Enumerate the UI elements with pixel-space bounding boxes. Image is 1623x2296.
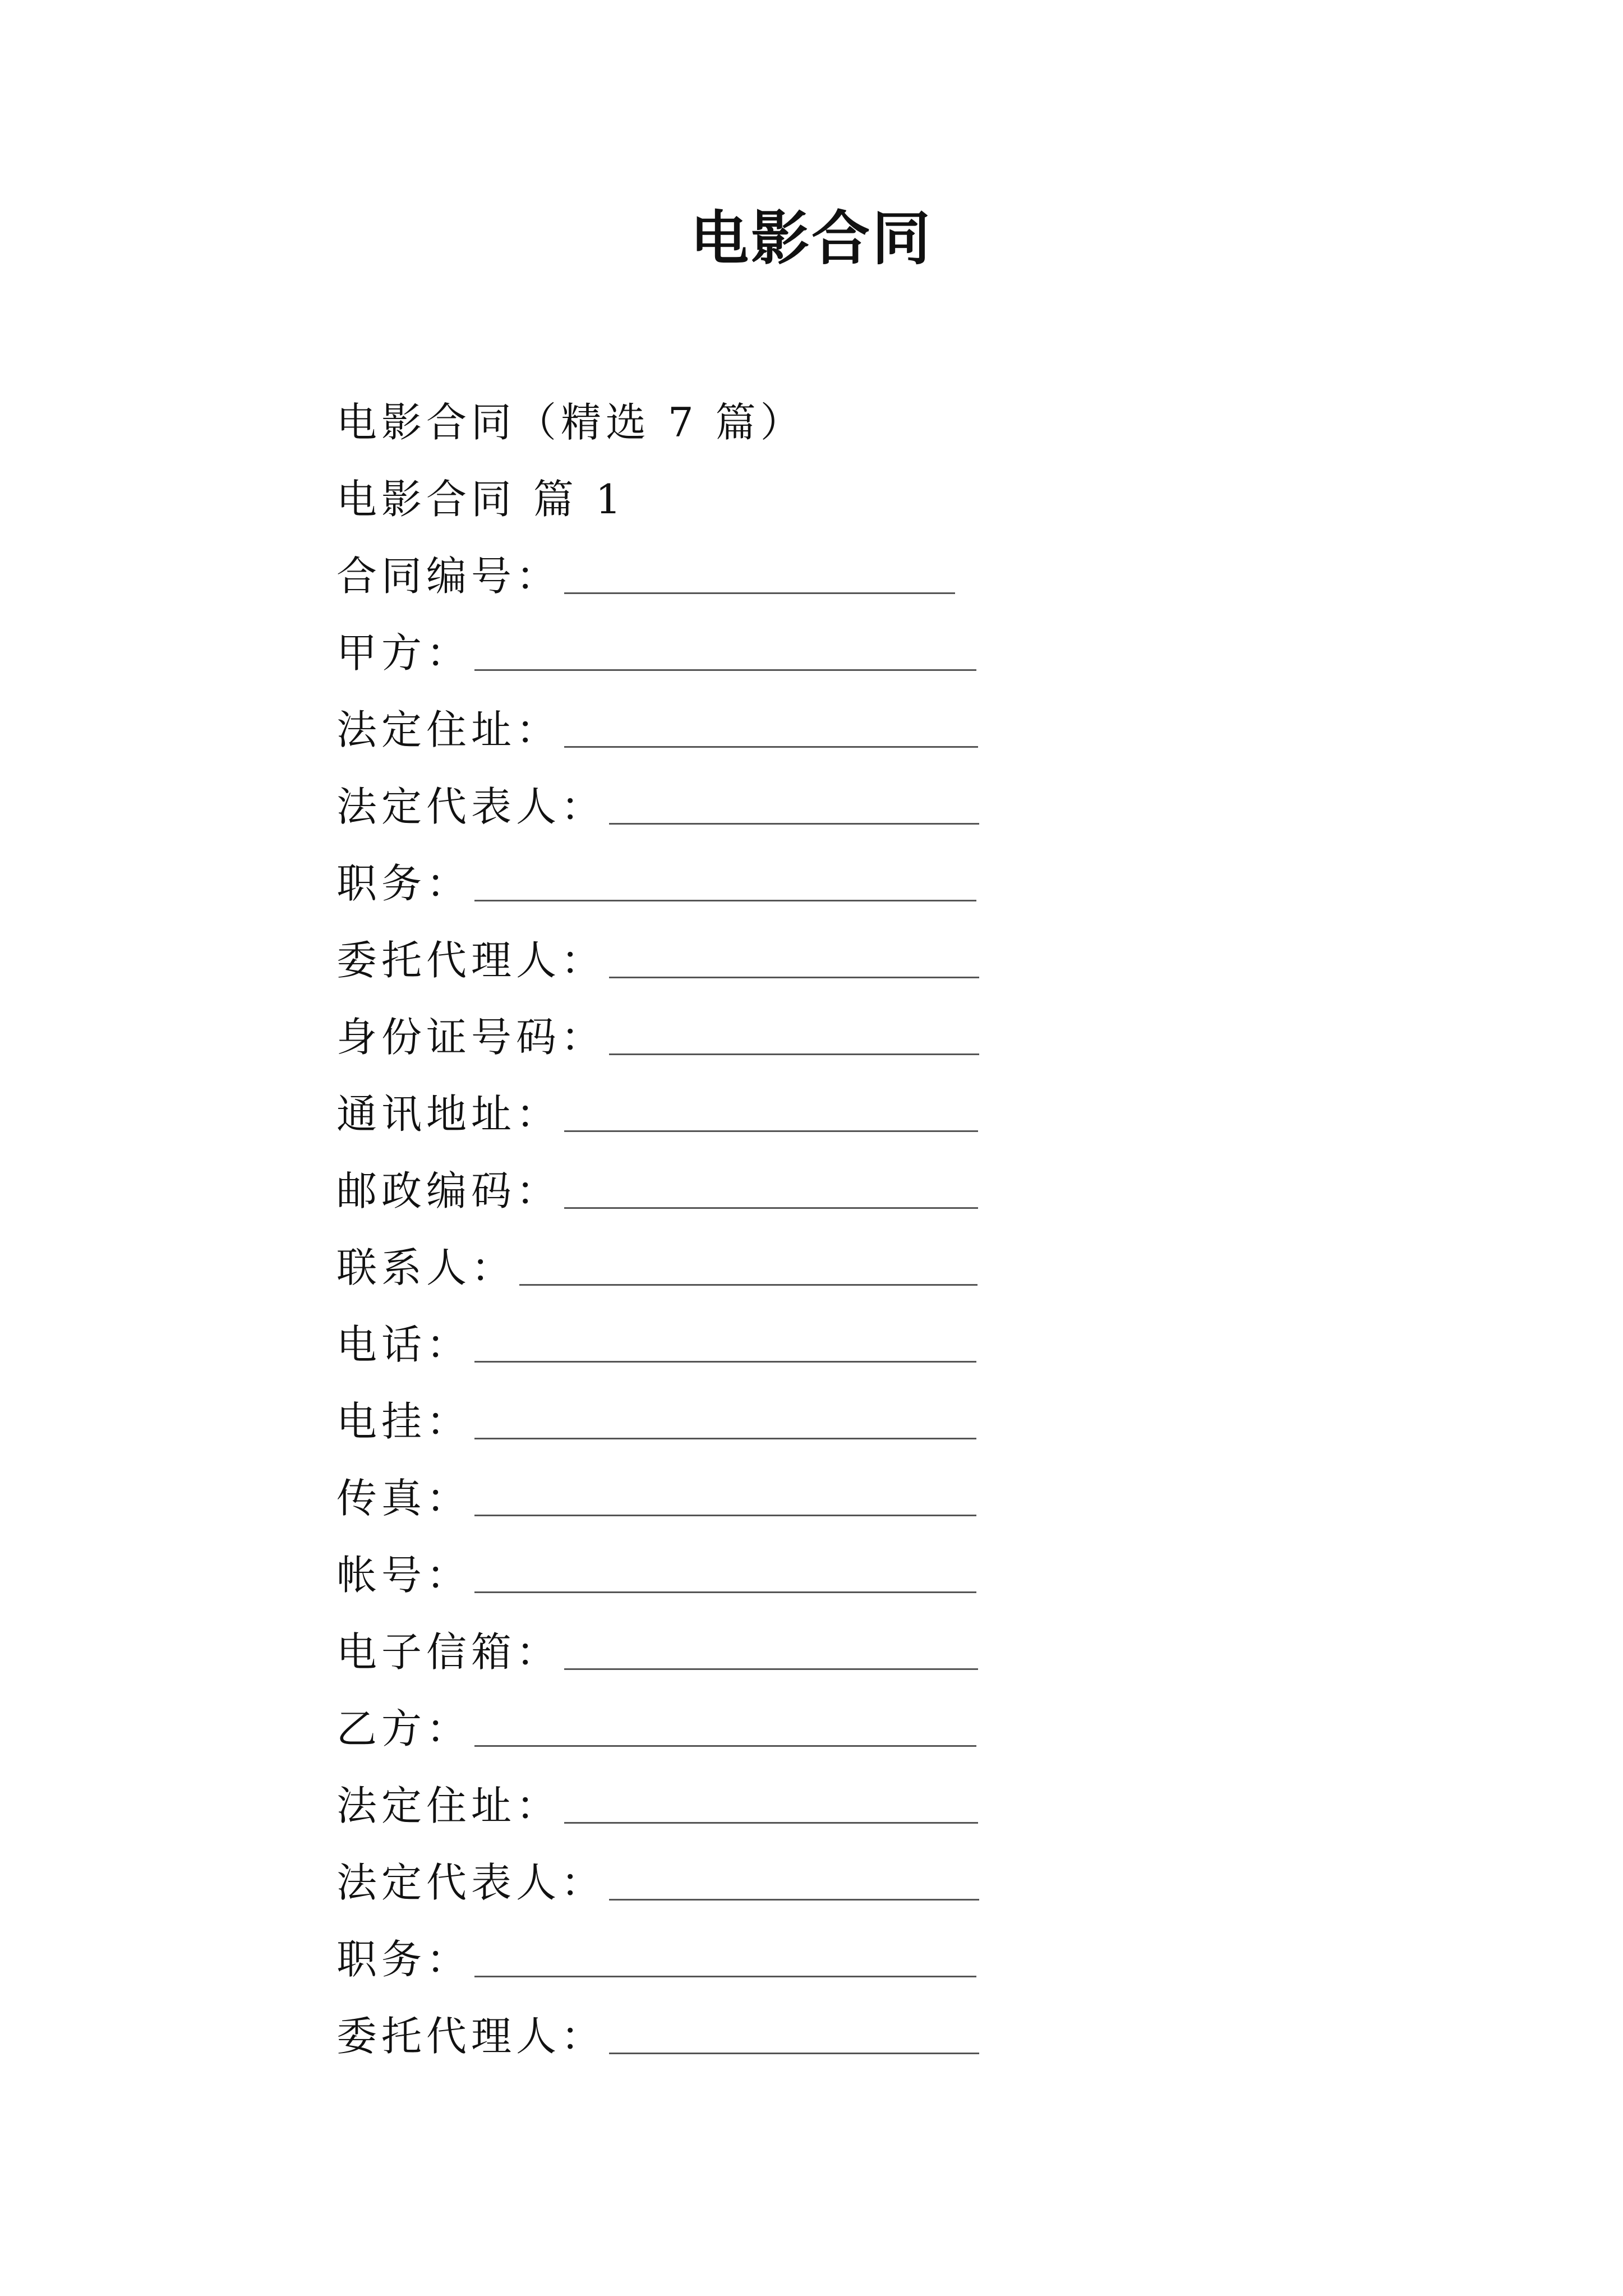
field-label: 通讯地址： (336, 1091, 561, 1138)
field-party-a-email (336, 1603, 1009, 1680)
field-label: 职务： (336, 860, 472, 907)
field-label: 法定住址： (336, 706, 561, 753)
field-label: 委托代理人： (336, 2013, 606, 2060)
field-party-a-phone (336, 1296, 1009, 1373)
field-label: 法定代表人： (336, 783, 606, 830)
fill-in-blank (564, 744, 978, 748)
section-heading-line (336, 450, 1009, 527)
field-label: 法定代表人： (336, 1859, 606, 1906)
document-subtitle: 电影合同（精选 7 篇） (336, 399, 805, 446)
field-party-a (336, 604, 1009, 681)
document-title: 电影合同 (690, 204, 933, 273)
fill-in-blank (564, 1205, 978, 1209)
field-party-a-contact (336, 1219, 1009, 1296)
field-label: 电子信箱： (336, 1628, 561, 1676)
fill-in-blank (564, 1666, 978, 1670)
field-label: 委托代理人： (336, 937, 606, 984)
fill-in-blank (474, 1359, 976, 1363)
fill-in-blank (474, 1589, 976, 1593)
field-party-b (336, 1680, 1009, 1757)
fill-in-blank (474, 667, 976, 671)
fill-in-blank (609, 821, 979, 825)
fill-in-blank (474, 898, 976, 901)
section-heading: 电影合同 篇 1 (336, 476, 626, 523)
field-party-a-account (336, 1526, 1009, 1603)
field-label: 电挂： (336, 1398, 472, 1445)
field-label: 帐号： (336, 1552, 472, 1599)
document-body (336, 374, 1009, 2064)
field-party-b-position (336, 1911, 1009, 1987)
field-party-a-mail-address (336, 1065, 1009, 1142)
fill-in-blank (609, 974, 979, 978)
field-label: 甲方： (336, 629, 472, 677)
subtitle-line (336, 374, 1009, 450)
field-label: 传真： (336, 1475, 472, 1522)
field-party-a-agent (336, 912, 1009, 988)
field-party-a-id-number (336, 988, 1009, 1065)
field-party-b-legal-rep (336, 1834, 1009, 1911)
field-party-b-agent (336, 1987, 1009, 2064)
field-party-b-address (336, 1757, 1009, 1834)
fill-in-blank (609, 1051, 979, 1055)
field-label: 法定住址： (336, 1782, 561, 1829)
field-label: 合同编号： (336, 553, 561, 600)
fill-in-blank (564, 1820, 978, 1824)
fill-in-blank (474, 1435, 976, 1439)
field-party-a-telegraph (336, 1373, 1009, 1450)
field-label: 联系人： (336, 1244, 517, 1291)
fill-in-blank (519, 1282, 978, 1286)
fill-in-blank (564, 1128, 978, 1132)
fill-in-blank (609, 1897, 979, 1901)
fill-in-blank (474, 1512, 976, 1516)
field-party-a-legal-rep (336, 758, 1009, 835)
field-label: 身份证号码： (336, 1014, 606, 1061)
field-contract-number (336, 527, 1009, 604)
field-party-a-position (336, 835, 1009, 912)
field-label: 乙方： (336, 1705, 472, 1752)
field-label: 邮政编码： (336, 1167, 561, 1214)
field-label: 职务： (336, 1936, 472, 1983)
field-party-a-address (336, 681, 1009, 758)
field-party-a-postcode (336, 1142, 1009, 1219)
fill-in-blank (474, 1973, 976, 1977)
fill-in-blank (474, 1743, 976, 1747)
field-label: 电话： (336, 1321, 472, 1368)
field-party-a-fax (336, 1450, 1009, 1526)
fill-in-blank (564, 590, 955, 594)
fill-in-blank (609, 2050, 979, 2054)
